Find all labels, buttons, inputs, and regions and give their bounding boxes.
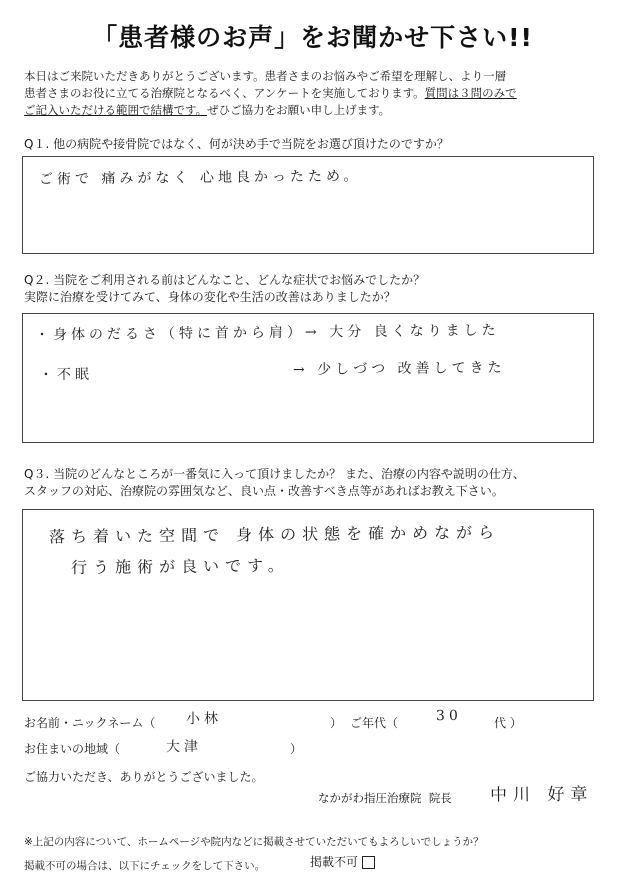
intro-line-1: 本日はご来院いただきありがとうございます。患者さまのお悩みやご希望を理解し、より一層 [24, 69, 507, 83]
clinic-name: なかがわ指圧治療院 院長 [318, 791, 452, 805]
question-3-line-2: スタッフの対応、治療院の雰囲気など、良い点・改善すべき点等があればお教え下さい。 [24, 484, 504, 498]
no-publish-option [310, 853, 375, 870]
thanks-text: ご協力いただき、ありがとうございました。 [24, 770, 264, 784]
handwritten-answer-1: ご術で 痛みがなく 心地良かったため。 [38, 168, 362, 188]
intro-line-2: 患者さまのお役に立てる治療院となるべく、アンケートを実施しております。質問は３問のみで [24, 86, 517, 100]
answer-box-3[interactable] [22, 509, 594, 701]
question-3-line-1: Q３. 当院のどんなところが一番気に入って頂けましたか？ また、治療の内容や説明の仕方、 [24, 467, 525, 481]
handwritten-answer-2c: → 少しづつ 改善してきた [292, 359, 506, 379]
intro-line-3: ご記入いただける範囲で結構です。ぜひご協力をお願い申し上げます。 [24, 103, 391, 117]
handwritten-answer-2a: ・身体のだるさ（特に首から肩）→ 大分 良くなりました [34, 322, 500, 344]
page-title: 「患者様のお声」をお聞かせ下さい!! [92, 23, 533, 52]
question-3 [24, 466, 525, 500]
answer-box-1[interactable] [22, 156, 594, 254]
question-2-line-2: 実際に治療を受けてみて、身体の変化や生活の改善はありましたか？ [24, 290, 396, 304]
director-signature: 中川 好章 [489, 784, 594, 806]
no-publish-checkbox[interactable] [362, 856, 375, 869]
area-value[interactable]: 大津 [165, 738, 203, 756]
name-value[interactable]: 小林 [185, 710, 223, 728]
age-suffix: 代 ） [494, 716, 522, 730]
handwritten-answer-2b: ・不眠 [38, 366, 94, 384]
handwritten-answer-3a: 落ち着いた空間で 身体の状態を確かめながら [48, 522, 501, 547]
name-label: お名前・ニックネーム（ [24, 716, 156, 730]
question-2 [24, 272, 425, 306]
question-1 [24, 136, 449, 153]
footer-note-2: 掲載不可の場合は、以下にチェックをして下さい。 [24, 860, 266, 872]
footer-note-1: ※上記の内容について、ホームページや院内などに掲載させていただいてもよろしいでしょうか？ [24, 836, 484, 848]
question-1-line: Q１. 他の病院や接骨院ではなく、何が決め手で当院をお選び頂けたのですか？ [24, 137, 449, 151]
age-label: ご年代（ [350, 716, 399, 730]
age-value[interactable]: 30 [435, 707, 462, 725]
no-publish-label: 掲載不可 [310, 855, 359, 869]
answer-box-2[interactable] [22, 313, 594, 443]
area-label: お住まいの地域（ [24, 742, 121, 756]
intro-text [24, 68, 604, 119]
name-close: ） [330, 716, 343, 730]
question-2-line-1: Q２. 当院をご利用される前はどんなこと、どんな症状でお悩みでしたか？ [24, 273, 426, 287]
handwritten-answer-3b: 行う施術が良いです。 [70, 555, 290, 578]
area-close: ） [290, 742, 303, 756]
